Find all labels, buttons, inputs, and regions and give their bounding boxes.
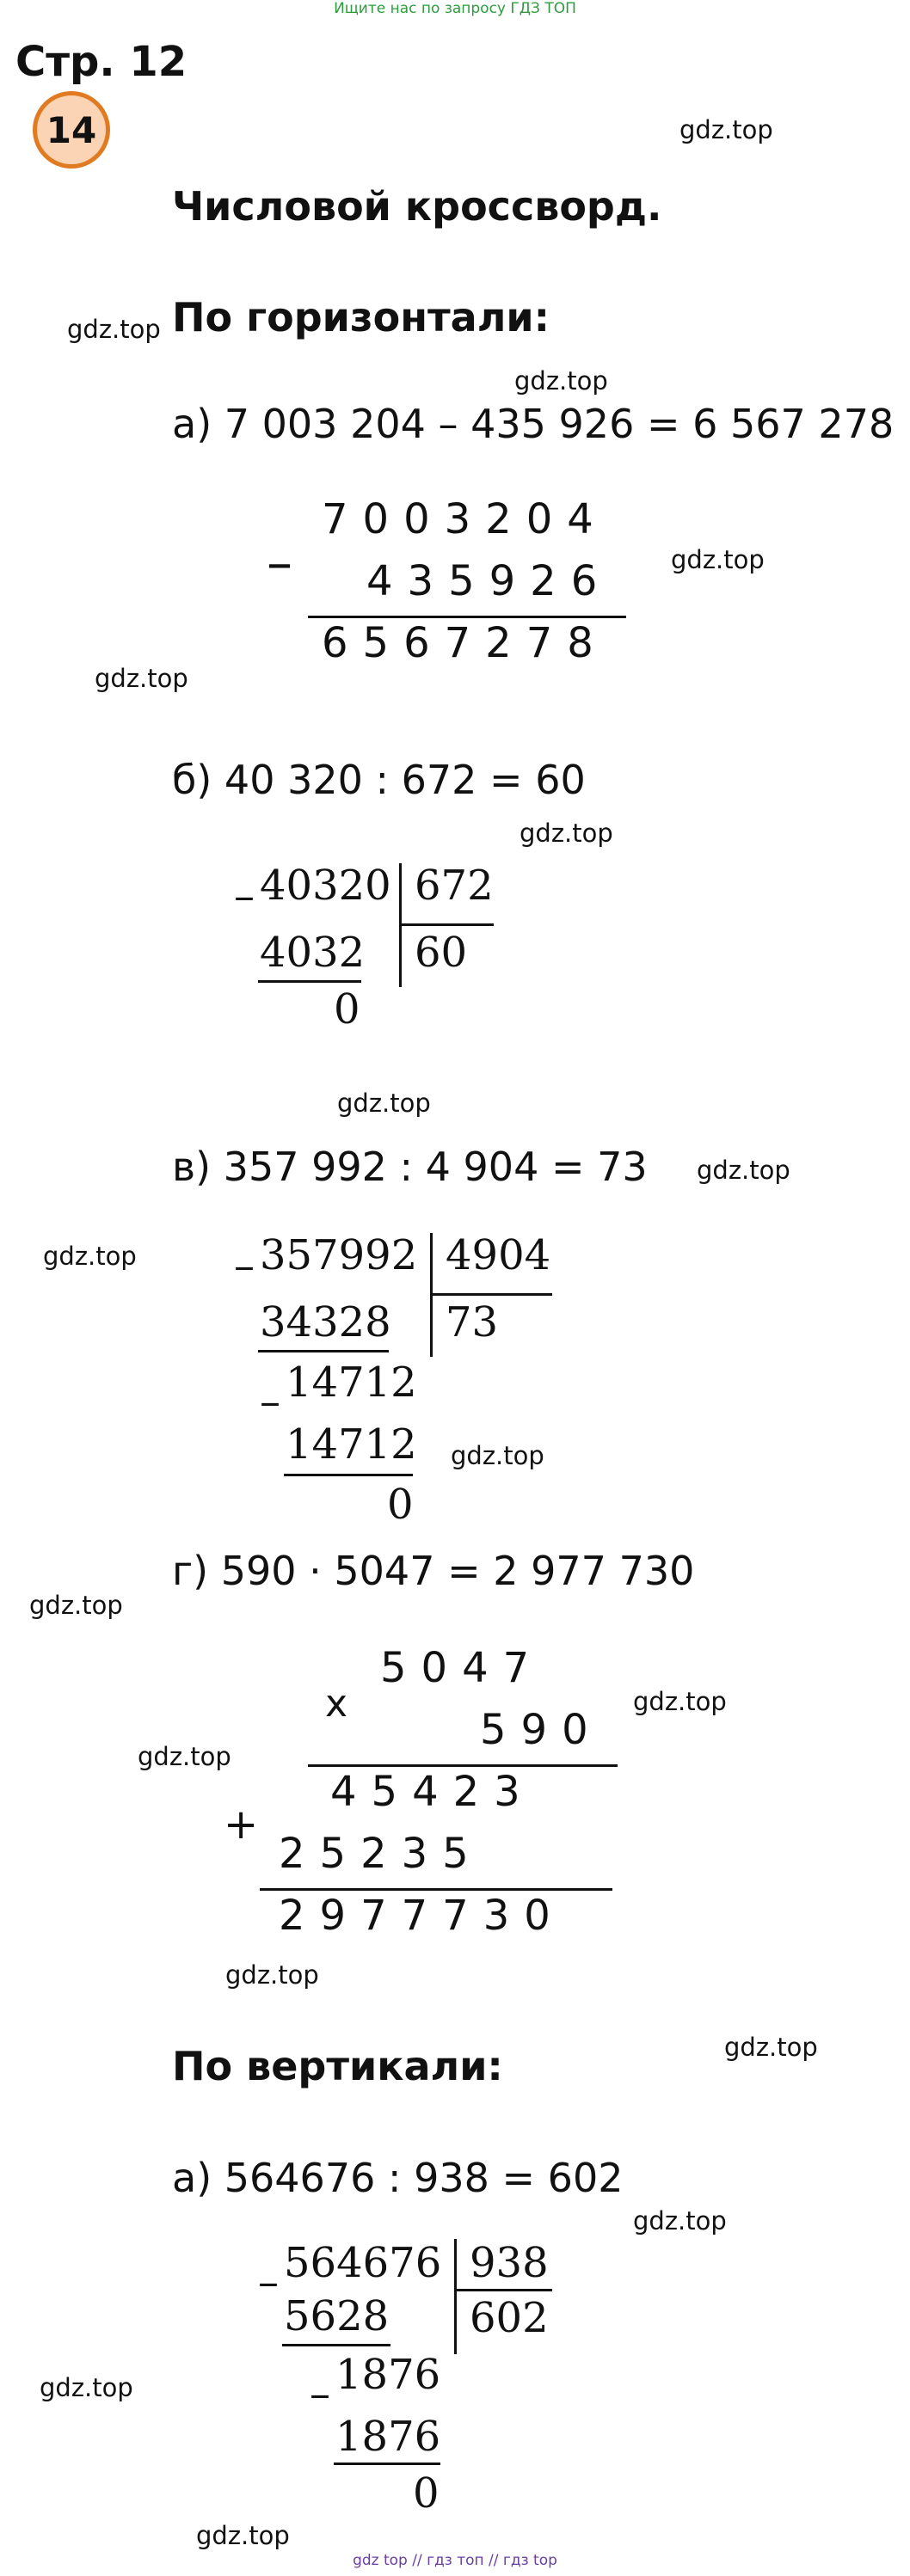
minus-sign: –: [267, 533, 307, 593]
subtract-step: 14712: [286, 1420, 417, 1469]
remainder: 0: [413, 2469, 440, 2518]
subtract-step: 5628: [284, 2292, 390, 2340]
sum-line: [260, 1888, 612, 1891]
divisor: 4904: [446, 1231, 551, 1279]
subtrahend: 435926: [366, 557, 612, 605]
watermark: gdz.top: [724, 2033, 818, 2062]
quotient-line: [456, 2289, 552, 2291]
remainder: 0: [334, 985, 360, 1033]
watermark: gdz.top: [633, 1687, 727, 1716]
quotient-line: [401, 923, 494, 926]
division-bar: [454, 2239, 457, 2354]
factor-1: 5047: [380, 1644, 544, 1692]
step-line: [258, 1350, 389, 1352]
watermark: gdz.top: [520, 819, 613, 848]
page-label: Стр. 12: [15, 38, 188, 86]
footer-note: gdz top // гдз топ // гдз top: [353, 2552, 557, 2569]
watermark: gdz.top: [514, 366, 608, 396]
partial-dividend: 14712: [286, 1359, 417, 1407]
equation-b: б) 40 320 : 672 = 60: [172, 757, 586, 803]
watermark: gdz.top: [697, 1156, 790, 1185]
product: 2977730: [279, 1892, 565, 1940]
product-line: [308, 1764, 618, 1767]
result-line: [308, 616, 626, 618]
minus-sign: –: [310, 2370, 330, 2418]
quotient: 60: [415, 929, 468, 977]
equation-vertical-a: а) 564676 : 938 = 602: [172, 2155, 624, 2201]
task-number-badge: [33, 91, 110, 169]
plus-sign: +: [224, 1800, 274, 1849]
step-line: [334, 2463, 440, 2465]
minuend: 7003204: [322, 495, 608, 543]
dividend: 357992: [260, 1231, 418, 1279]
watermark: gdz.top: [633, 2206, 727, 2236]
watermark: gdz.top: [67, 315, 161, 344]
minus-sign: –: [234, 1242, 255, 1290]
watermark: gdz.top: [679, 115, 773, 144]
subtract-step: 1876: [335, 2413, 441, 2461]
difference: 6567278: [322, 619, 608, 667]
subtract-step: 4032: [260, 929, 366, 977]
equation-v: в) 357 992 : 4 904 = 73: [172, 1144, 648, 1190]
watermark: gdz.top: [337, 1089, 431, 1118]
watermark: gdz.top: [40, 2373, 133, 2402]
partial-product-1: 45423: [330, 1768, 535, 1816]
watermark: gdz.top: [225, 1960, 319, 1990]
watermark: gdz.top: [29, 1591, 123, 1620]
divisor: 938: [470, 2239, 549, 2287]
minus-sign: –: [260, 1377, 280, 1426]
watermark: gdz.top: [138, 1742, 231, 1771]
subtract-step: 34328: [260, 1298, 391, 1346]
watermark: gdz.top: [196, 2521, 290, 2550]
remainder: 0: [387, 1481, 414, 1529]
dividend: 40320: [260, 862, 391, 910]
quotient-line: [432, 1293, 552, 1296]
times-sign: x: [325, 1682, 363, 1726]
factor-2: 590: [480, 1706, 603, 1754]
equation-g: г) 590 · 5047 = 2 977 730: [172, 1548, 695, 1594]
watermark: gdz.top: [95, 664, 188, 693]
divisor: 672: [415, 862, 494, 910]
watermark: gdz.top: [451, 1441, 544, 1470]
partial-product-2: 25235: [279, 1830, 483, 1878]
task-title: Числовой кроссворд.: [172, 183, 662, 230]
minus-sign: –: [258, 2258, 279, 2306]
top-note: Ищите нас по запросу ГДЗ ТОП: [334, 0, 576, 17]
partial-dividend: 1876: [335, 2351, 441, 2399]
watermark: gdz.top: [43, 1242, 137, 1271]
quotient: 602: [470, 2294, 549, 2342]
quotient: 73: [446, 1298, 499, 1346]
task-number: 14: [46, 108, 97, 151]
step-line: [258, 980, 361, 983]
minus-sign: –: [234, 872, 255, 920]
horizontal-heading: По горизонтали:: [172, 294, 550, 340]
dividend: 564676: [284, 2239, 442, 2287]
watermark: gdz.top: [671, 545, 765, 574]
step-line: [282, 2344, 390, 2346]
step-line: [284, 1474, 413, 1476]
equation-a: а) 7 003 204 – 435 926 = 6 567 278: [172, 401, 895, 447]
vertical-heading: По вертикали:: [172, 2043, 503, 2089]
